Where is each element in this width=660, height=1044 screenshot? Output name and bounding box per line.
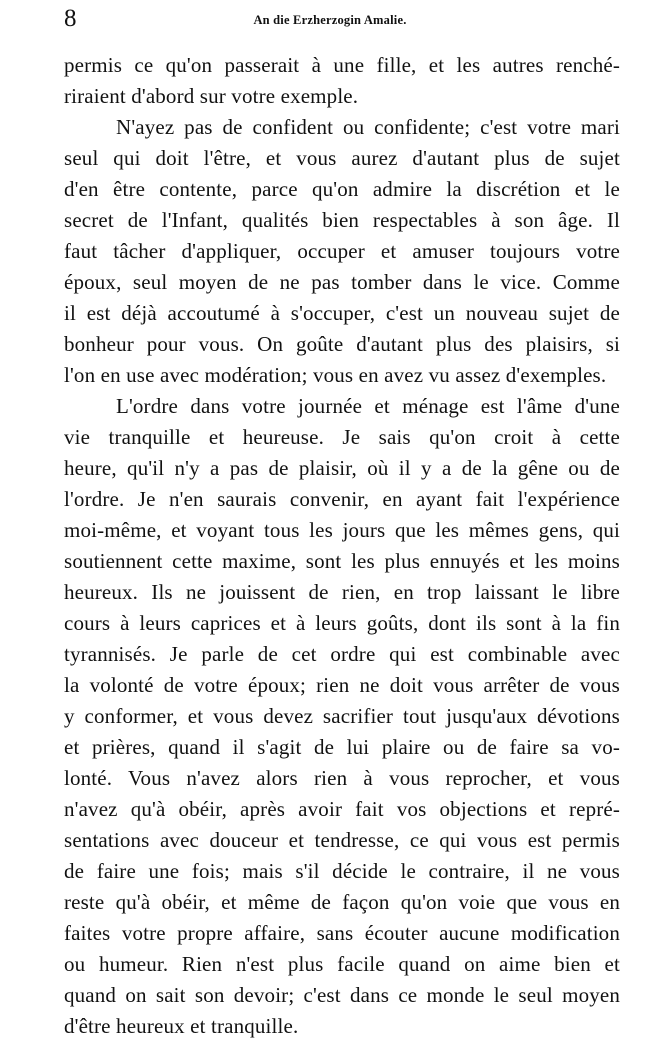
text-line: heure, qu'il n'y a pas de plaisir, où il y a de la gêne ou de (64, 456, 620, 480)
text-line: vie tranquille et heureuse. Je sais qu'on croit à cette (64, 425, 620, 449)
text-line: l'ordre. Je n'en saurais convenir, en ayant fait l'expérience (64, 487, 620, 511)
text-line: lonté. Vous n'avez alors rien à vous reprocher, et vous (64, 766, 620, 790)
text-line: la volonté de votre époux; rien ne doit vous arrêter de vous (64, 673, 620, 697)
page-number: 8 (64, 5, 77, 32)
text-line: L'ordre dans votre journée et ménage est l'âme d'une (116, 394, 620, 418)
text-line: n'avez qu'à obéir, après avoir fait vos objections et repré- (64, 797, 620, 821)
running-title: An die Erzherzogin Amalie. (253, 13, 407, 27)
text-line: il est déjà accoutumé à s'occuper, c'est un nouveau sujet de (64, 301, 620, 325)
text-line: bonheur pour vous. On goûte d'autant plus des plaisirs, si (64, 332, 620, 356)
text-line: tyrannisés. Je parle de cet ordre qui est combinable avec (64, 642, 620, 666)
text-line: faites votre propre affaire, sans écouter aucune modification (64, 921, 620, 945)
text-line: quand on sait son devoir; c'est dans ce monde le seul moyen (64, 983, 620, 1007)
text-line: y conformer, et vous devez sacrifier tout jusqu'aux dévotions (64, 704, 620, 728)
text-line: d'en être contente, parce qu'on admire la discrétion et le (64, 177, 620, 201)
text-line: et prières, quand il s'agit de lui plaire ou de faire sa vo- (64, 735, 620, 759)
text-line: permis ce qu'on passerait à une fille, et les autres renché- (64, 53, 620, 77)
text-line: de faire une fois; mais s'il décide le contraire, il ne vous (64, 859, 620, 883)
text-line: ou humeur. Rien n'est plus facile quand on aime bien et (64, 952, 620, 976)
text-line: heureux. Ils ne jouissent de rien, en trop laissant le libre (64, 580, 620, 604)
text-line: d'être heureux et tranquille. (64, 1014, 299, 1038)
text-line: N'ayez pas de confident ou confidente; c'est votre mari (116, 115, 620, 139)
text-line: époux, seul moyen de ne pas tomber dans le vice. Comme (64, 270, 620, 294)
text-line: cours à leurs caprices et à leurs goûts, dont ils sont à la fin (64, 611, 620, 635)
text-line: sentations avec douceur et tendresse, ce qui vous est permis (64, 828, 620, 852)
text-line: soutiennent cette maxime, sont les plus ennuyés et les moins (64, 549, 620, 573)
text-line: riraient d'abord sur votre exemple. (64, 84, 359, 108)
text-line: moi-même, et voyant tous les jours que les mêmes gens, qui (64, 518, 620, 542)
text-line: reste qu'à obéir, et même de façon qu'on voie que vous en (64, 890, 620, 914)
text-line: faut tâcher d'appliquer, occuper et amuser toujours votre (64, 239, 620, 263)
text-line: secret de l'Infant, qualités bien respectables à son âge. Il (64, 208, 620, 232)
text-line: seul qui doit l'être, et vous aurez d'autant plus de sujet (64, 146, 620, 170)
text-line: l'on en use avec modération; vous en avez vu assez d'exemples. (64, 363, 607, 387)
body-text (64, 50, 620, 1042)
